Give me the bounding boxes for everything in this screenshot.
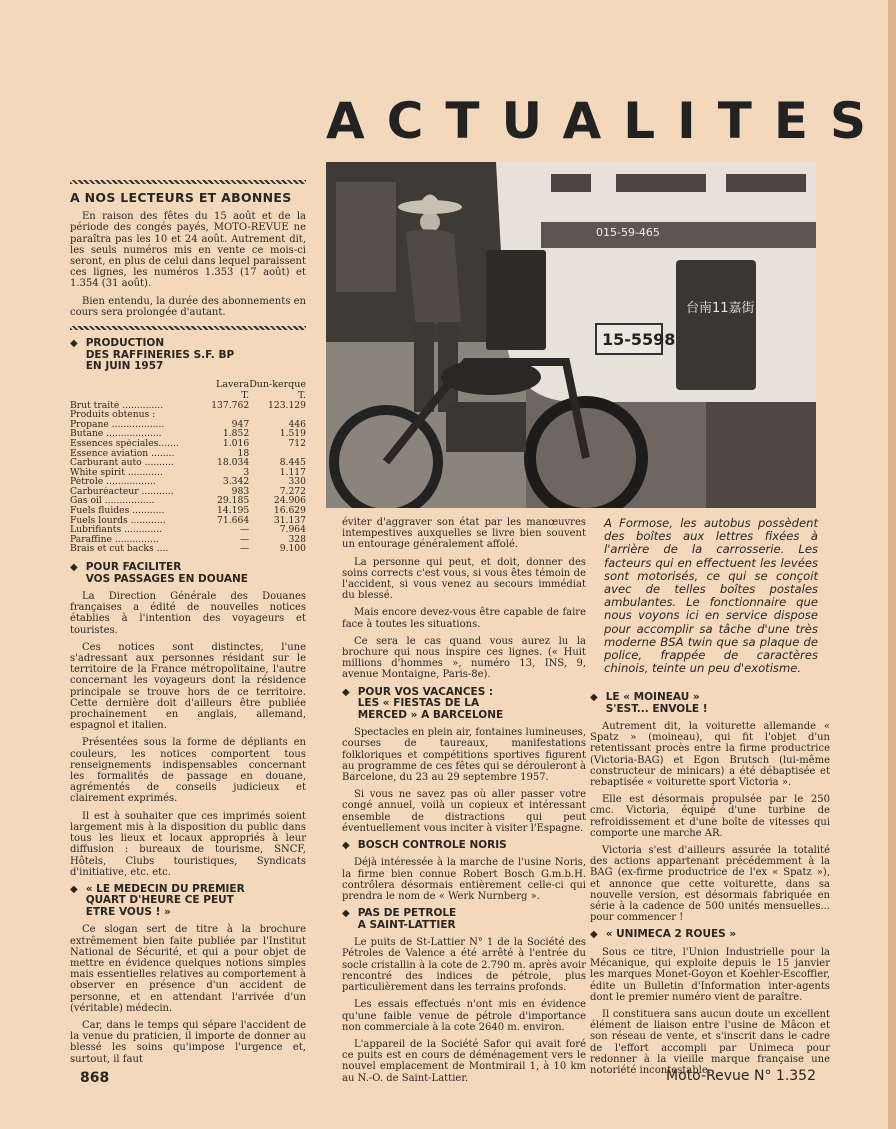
value-dunkerque: 1.519 [279,429,306,439]
unimeca-heading: ◆ « UNIMECA 2 ROUES » [590,928,737,941]
moineau-paragraph: Victoria s'est d'ailleurs assurée la totalité des actions appartenant précédemment à la BAG (ex-firme productrice de l'ex « Spatz »), et annonce que cette voiturette, dans sa nouvelle version, est désormais fabriquée en série à la cadence de 500 unités mensuelles... pour commencer ! [590,845,830,924]
bosch-paragraph: Déjà intéressée à la marche de l'usine Noris, la firme bien connue Robert Bosch G.m.b.H. contrôlera désormais entièrement celle-ci qui prendra le nom de « Werk Nurnberg ». [342,857,586,903]
table-row [70,420,306,430]
douane-paragraph: Il est à souhaiter que ces imprimés soient largement mis à la disposition du public dans tous les lieux et locaux appropriés à leur diffusion : bureaux de tourisme, SNCF, Hôtels, Clubs touristiques, Syndicats d'initiative, etc. etc. [70,810,306,878]
ornament-divider [70,180,306,184]
diamond-icon: ◆ [342,839,350,851]
value-dunkerque: 1.117 [279,467,306,478]
mailbox-sign: 台南11嘉街 [686,301,755,316]
photo-bus-motorcycle [326,162,816,508]
value-dunkerque: 16.629 [273,506,306,516]
vacances-paragraph: Spectacles en plein air, fontaines lumineuses, courses de taureaux, manifestations folkloriques et compétitions sportives figurent au programme de ces fêtes qui se dérouleront à Barcelone, du 23 au 29 septembre 1957. [342,727,586,783]
medecin-paragraph: La personne qui peut, et doit, donner des soins corrects c'est vous, si vous êtes témoin de l'accident, si vous venez au secours immédiat du blessé. [342,556,586,602]
value-dunkerque: 31.137 [273,515,306,526]
table-row [70,401,306,411]
row-label: Lubrifiants ............. [70,525,163,535]
moineau-heading: ◆ LE « MOINEAU » S'EST... ENVOLE ! [590,691,708,715]
value-dunkerque: 8.445 [279,458,306,468]
bosch-heading: ◆ BOSCH CONTROLE NORIS [342,838,507,851]
value-lavera: 3.342 [222,477,250,487]
row-label: Paraffine ............... [70,534,159,545]
value-lavera: 983 [231,486,250,497]
table-row [70,496,306,506]
table-row [70,535,306,545]
value-dunkerque [249,410,306,420]
petrole-heading: ◆ PAS DE PETROLE A SAINT-LATTIER [342,907,457,931]
avis-paragraph: En raison des fêtes du 15 août et de la période des congés payés, MOTO-REVUE ne paraîtra pas les 10 et 24 août. Autrement dit, les seuls numéros mis en vente ce mois-ci seront, en plus de celui dans lequel paraissent ces lignes, les numéros 1.353 (17 août) et 1.354 (31 août). [70,211,306,290]
value-dunkerque: 712 [288,438,306,449]
col-unit: T. [298,389,306,401]
douane-paragraph: La Direction Générale des Douanes françaises a édité de nouvelles notices établies à l'intention des voyageurs et touristes. [70,591,306,636]
row-label: Gas oil ................. [70,496,155,507]
value-lavera: 71.664 [217,515,250,526]
value-lavera: — [240,544,250,555]
column-right [590,686,830,1082]
row-label: Brais et cut backs .... [70,544,169,555]
row-label: Fuels fluides ........... [70,506,165,516]
value-dunkerque: 7.272 [279,486,306,497]
medecin-paragraph: Mais encore devez-vous être capable de faire face à toutes les situations. [342,607,586,630]
value-dunkerque: 328 [288,534,306,545]
photo-illustration [326,162,816,508]
vacances-paragraph: Si vous ne savez pas où aller passer votre congé annuel, voilà un copieux et intéressant ensemble de distractions qui peut éventuellement vous inciter à visiter l'Espagne. [342,789,586,834]
table-row [70,477,306,487]
table-row [70,458,306,468]
value-lavera: 14.195 [217,506,250,516]
diamond-icon: ◆ [590,929,598,941]
col-head-lavera: Lavera [216,378,250,390]
value-lavera: — [240,534,250,545]
row-label: Pétrole ................. [70,477,156,487]
section-header: ACTUALITES [326,92,888,150]
diamond-icon: ◆ [342,908,350,920]
column-middle [342,517,586,1090]
table-row [70,525,306,535]
page-number: 868 [80,1070,110,1086]
diamond-icon: ◆ [70,338,78,350]
row-label: Propane .................. [70,419,165,430]
table-row [70,439,306,449]
column-left [70,180,306,1071]
vacances-heading: ◆ POUR VOS VACANCES : LES « FIESTAS DE LA MERCED » A BARCELONE [342,685,504,721]
row-label: Carburant auto .......... [70,458,174,468]
unimeca-paragraph: Il constituera sans aucun doute un excellent élément de liaison entre l'usine de Mâcon et son réseau de vente, et s'inscrit dans le cadre de l'effort accompli par Unimeca pour redonner à la vieille marque française une notoriété incontestable. [590,1008,830,1076]
photo-caption: A Formose, les autobus possèdent des boîtes aux lettres fixées à l'arrière de la carrosserie. Les facteurs qui en effectuent les levées sont motorisés, ce qui se conçoit avec de telles boîtes postales ambulantes. Le fonctionnaire que nous voyons ici en service dispose pour accomplir sa tâche d'une très moderne BSA twin que sa plaque de police, frappée de caractères chinois, teinte un peu d'exotisme. [604,516,818,676]
row-label: Carburéacteur ........... [70,486,174,497]
value-dunkerque: 24.906 [273,496,306,507]
value-lavera: 18 [237,448,250,459]
value-lavera: 1.852 [222,429,250,439]
table-row [70,506,306,516]
row-label: White spirit ............ [70,467,163,478]
value-dunkerque: 9.100 [279,544,306,555]
moineau-paragraph: Elle est désormais propulsée par le 250 cmc. Victoria, équipé d'une turbine de refroidissement et d'une boîte de vitesses qui comporte une marche AR. [590,794,830,839]
medecin-paragraph: Car, dans le temps qui sépare l'accident de la venue du praticien, il importe de donner au blessé les soins qu'impose l'urgence et, surtout, il faut [70,1020,306,1065]
value-dunkerque: 7.964 [279,525,306,535]
petrole-paragraph: L'appareil de la Société Safor qui avait foré ce puits est en cours de déménagement vers le nouvel emplacement de Montmirail 1, à 10 km au N.-O. de Saint-Lattier. [342,1038,586,1084]
col-unit: T. [241,389,250,401]
medecin-paragraph: Ce slogan sert de titre à la brochure extrêmement bien faite publiée par l'Institut National de Sécurité, et qui a pour objet de mettre en évidence quelques notions simples mais essentielles relatives au comportement à observer en présence d'un accident de personne, et en attendant l'arrivée d'un (véritable) médecin. [70,924,306,1014]
unimeca-paragraph: Sous ce titre, l'Union Industrielle pour la Mécanique, qui exploite depuis le 15 janvier les marques Monet-Goyon et Koehler-Escoffier, édite un Bulletin d'Information inter-agents dont le premier numéro vient de paraître. [590,946,830,1003]
table-row [70,468,306,478]
medecin-paragraph: Ce sera le cas quand vous aurez lu la brochure qui nous inspire ces lignes. (« Huit millions d'hommes », numéro 13, INS, 9, avenue Montaigne, Paris-8e). [342,635,586,681]
value-lavera: 18.034 [217,458,250,468]
douane-paragraph: Ces notices sont distinctes, l'une s'adressant aux personnes résidant sur le territoire de la France métropolitaine, l'autre concernant les voyageurs dont la résidence principale se trouve hors de ce territoire. Cette dernière doit d'ailleurs être publiée prochainement en anglais, allemand, espagnol et italien. [70,641,306,732]
table-row [70,516,306,526]
avis-title: A NOS LECTEURS ET ABONNES [70,190,292,205]
value-lavera: 3 [243,467,250,478]
row-label: Essence aviation ........ [70,448,175,459]
value-dunkerque: 123.129 [268,400,306,411]
table-row [70,544,306,554]
table-row [70,487,306,497]
page-edge [888,0,896,1129]
row-label: Brut traité .............. [70,400,164,411]
value-lavera: 947 [231,419,250,430]
bus-plate: 015-59-465 [596,226,660,239]
table-row [70,410,306,420]
production-table [70,379,306,555]
diamond-icon: ◆ [70,562,78,574]
diamond-icon: ◆ [70,883,78,895]
diamond-icon: ◆ [590,692,598,703]
table-row [70,449,306,459]
ornament-divider [70,326,306,330]
moineau-paragraph: Autrement dit, la voiturette allemande « Spatz » (moineau), qui fit l'objet d'un retentissant procès entre la firme productrice (Victoria-BAG) et Egon Brutsch (lui-même constructeur de minicars) a été débaptisée et rebaptisée « voiturette sport Victoria ». [590,721,830,789]
production-heading: ◆ PRODUCTION DES RAFFINERIES S.F. BP EN JUIN 1957 [70,337,235,373]
row-label: Fuels lourds ............ [70,515,166,526]
row-label: Produits obtenus : [70,410,156,420]
petrole-paragraph: Les essais effectués n'ont mis en évidence qu'une faible venue de pétrole d'importance non commerciale à la cote 2640 m. environ. [342,999,586,1033]
value-lavera: — [240,525,250,535]
value-lavera [205,410,249,420]
avis-paragraph: Bien entendu, la durée des abonnements en cours sera prolongée d'autant. [70,295,306,318]
value-lavera: 29.185 [217,496,250,507]
douane-heading: ◆ POUR FACILITER VOS PASSAGES EN DOUANE [70,561,248,585]
douane-paragraph: Présentées sous la forme de dépliants en couleurs, les notices comportent tous renseignements indispensables concernant les formalités de passage en douane, agrémentés de conseils judicieux et clairement exprimés. [70,737,306,805]
row-label: Essences spéciales....... [70,438,179,449]
col-head-dunkerque: Dun-kerque [249,378,306,390]
value-lavera: 1.016 [222,438,250,449]
journal-footer: Moto-Revue N° 1.352 [666,1068,816,1084]
value-dunkerque: 446 [288,419,306,430]
value-dunkerque: 330 [288,477,306,487]
medecin-paragraph: éviter d'aggraver son état par les manœuvres intempestives auxquelles se livre bien souvent un entourage généralement affolé. [342,517,586,551]
value-lavera: 137.762 [211,400,250,411]
moto-plate: 15-5598 [602,330,676,349]
table-row [70,429,306,439]
medecin-heading: ◆ « LE MEDECIN DU PREMIER QUART D'HEURE CE PEUT ETRE VOUS ! » [70,882,245,918]
petrole-paragraph: Le puits de St-Lattier N° 1 de la Société des Pétroles de Valence a été arrêté à l'entrée du socle cristallin à la cote de 2.790 m. après avoir rencontré des indices de pétrole, plus particulièrement dans les terrains profonds. [342,937,586,994]
diamond-icon: ◆ [342,686,350,698]
row-label: Butane ................... [70,429,162,439]
value-dunkerque [249,449,306,459]
